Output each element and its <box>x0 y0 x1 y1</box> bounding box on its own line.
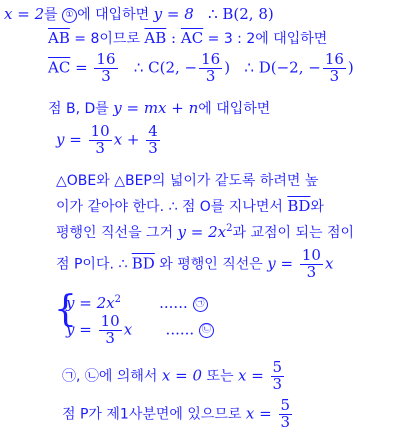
solution-line-8 <box>56 222 354 242</box>
math-text: ∴ D <box>244 58 271 77</box>
math-text: y = 8 <box>153 5 194 23</box>
segment-label: $\overline{AC}$ <box>48 58 71 77</box>
math-text: x + <box>113 130 145 149</box>
math-text: ) <box>347 58 354 77</box>
system-equation-1 <box>66 294 208 312</box>
korean-text: 점 B, D를 <box>48 101 114 117</box>
math-text: y = <box>267 254 298 273</box>
solution-line-9 <box>56 248 333 281</box>
korean-text: 점 P가 제1사분면에 있으므로 <box>62 406 246 423</box>
solution-line-2 <box>48 28 327 48</box>
solution-line-13 <box>62 398 294 431</box>
math-text: x = 0 <box>161 366 203 385</box>
math-text: x = <box>245 404 277 423</box>
dots: ...... <box>165 320 195 339</box>
solution-line-6 <box>56 170 318 190</box>
solution-line-4 <box>48 98 270 118</box>
korean-text: 에 의해서 <box>98 368 162 385</box>
fraction: $\frac{16}{3}$ <box>324 50 344 85</box>
circled-letter-icon: ㉡ <box>199 323 214 338</box>
exponent: 2 <box>226 223 233 234</box>
fraction: $\frac{5}{3}$ <box>272 358 283 393</box>
circled-number-icon: ① <box>62 8 77 23</box>
fraction: $\frac{4}{3}$ <box>148 122 158 157</box>
math-text: y = mx + n <box>113 99 199 117</box>
korean-text: ㉠, ㉡ <box>62 368 99 385</box>
fraction: $\frac{10}{3}$ <box>90 122 110 157</box>
dots: ...... <box>159 294 188 312</box>
math-text: : <box>166 29 181 47</box>
math-text: x = 2 <box>4 5 45 23</box>
korean-text: 이가 같아야 한다. ∴ 점 O를 지나면서 <box>56 199 288 215</box>
fraction: $\frac{16}{3}$ <box>201 50 221 85</box>
circled-letter-icon: ㉠ <box>193 297 208 312</box>
fraction: $\frac{5}{3}$ <box>280 396 291 431</box>
math-text: x = <box>237 366 269 385</box>
fraction: $\frac{10}{3}$ <box>100 312 120 347</box>
exponent: 2 <box>114 294 121 305</box>
solution-line-1 <box>4 4 274 24</box>
korean-text: = 8이므로 <box>69 31 145 47</box>
math-text: ∴ C <box>133 58 160 77</box>
korean-text: 와 평행인 직선은 <box>154 256 268 273</box>
math-text: = <box>70 58 93 77</box>
solution-line-12 <box>62 360 286 393</box>
korean-text: 평행인 직선을 그거 <box>56 225 178 241</box>
system-equation-2 <box>66 314 214 347</box>
math-text: y = <box>56 130 87 149</box>
korean-text: △OBE와 △BEP의 넓이가 같도록 하려면 높 <box>56 173 319 189</box>
korean-text: 또는 <box>202 368 238 385</box>
math-text: ) <box>224 58 231 77</box>
segment-label: $\overline{AB}$ <box>48 29 70 47</box>
segment-label: $\overline{BD}$ <box>131 254 155 273</box>
solution-line-7 <box>56 196 324 216</box>
solution-line-3 <box>48 52 354 85</box>
korean-text: 를 <box>44 7 63 23</box>
math-text: ∴ B(2, 8) <box>208 5 274 23</box>
korean-text: 와 <box>310 199 324 215</box>
system-brace: { <box>54 289 77 330</box>
segment-label: $\overline{AB}$ <box>144 29 167 47</box>
korean-text: 에 대입하면 <box>198 101 271 117</box>
korean-text: = 3 : 2에 대입하면 <box>203 31 328 47</box>
math-text: y = 2x <box>66 294 115 312</box>
fraction: $\frac{16}{3}$ <box>96 50 116 85</box>
korean-text: 과 교점이 되는 점이 <box>232 225 355 241</box>
solution-line-5 <box>56 124 162 157</box>
math-text: x <box>123 320 133 339</box>
segment-label: $\overline{BD}$ <box>287 197 311 215</box>
math-text: x <box>324 254 334 273</box>
fraction: $\frac{10}{3}$ <box>301 246 321 281</box>
korean-text: 에 대입하면 <box>77 7 154 23</box>
korean-text: 점 P이다. ∴ <box>56 256 132 273</box>
math-text: y = <box>66 320 97 339</box>
math-text: (2, − <box>159 58 198 77</box>
math-text: (−2, − <box>270 58 321 77</box>
segment-label: $\overline{AC}$ <box>180 29 204 47</box>
math-text: y = 2x <box>177 223 227 241</box>
